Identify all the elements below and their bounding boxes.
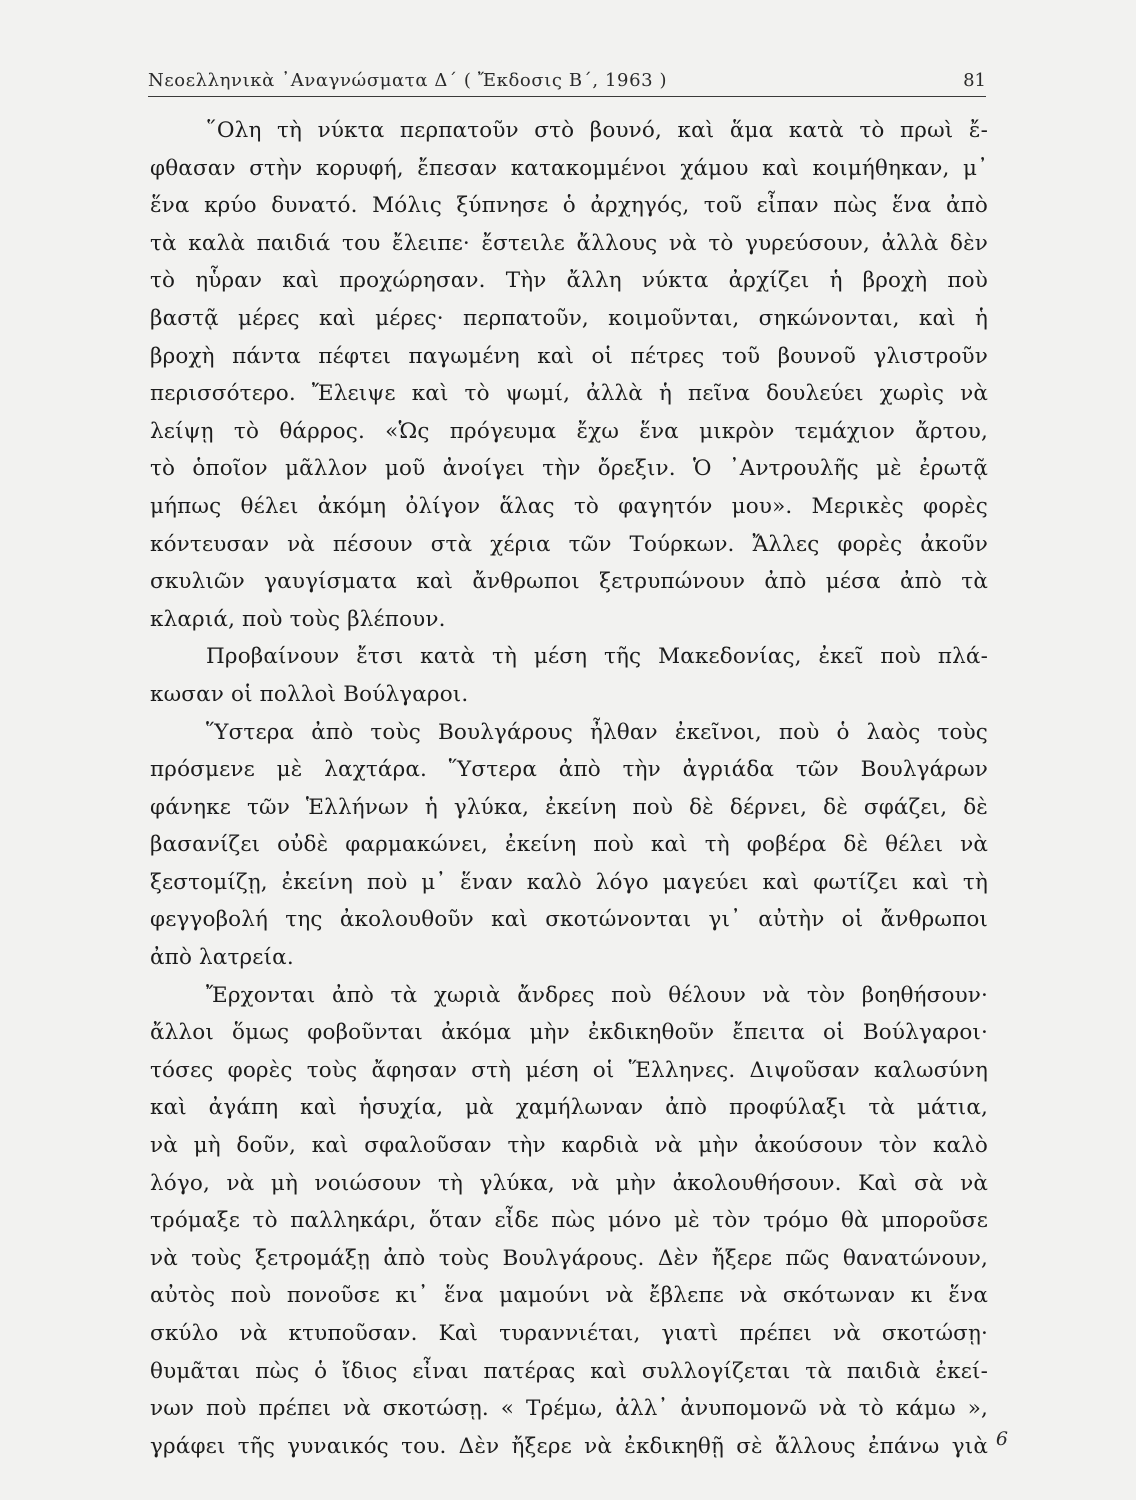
text-line: λόγο, νὰ μὴ νοιώσουν τὴ γλύκα, νὰ μὴν ἀκολουθήσουν. Καὶ σὰ νὰ [150, 1170, 988, 1196]
text-line: κωσαν οἱ πολλοὶ Βούλγαροι. [150, 681, 469, 707]
running-title: Νεοελληνικὰ ᾿Αναγνώσματα Δ΄ ( Ἔκδοσις Β΄, 1963 ) [148, 70, 668, 91]
text-line: πρόσμενε μὲ λαχτάρα. Ὕστερα ἀπὸ τὴν ἀγριάδα τῶν Βουλγάρων [150, 757, 988, 783]
text-line: τόσες φορὲς τοὺς ἄφησαν στὴ μέση οἱ Ἕλληνες. Διψοῦσαν καλωσύνη [150, 1057, 988, 1083]
text-line: σκυλιῶν γαυγίσματα καὶ ἄνθρωποι ξετρυπώνουν ἀπὸ μέσα ἀπὸ τὰ [150, 569, 988, 595]
body-text [150, 112, 988, 1465]
text-line: φθασαν στὴν κορυφή, ἔπεσαν κατακομμένοι χάμου καὶ κοιμήθηκαν, μ᾿ [150, 155, 988, 181]
text-line: φεγγοβολή της ἀκολουθοῦν καὶ σκοτώνονται γι᾿ αὐτὴν οἱ ἄνθρωποι [150, 907, 988, 933]
text-line: ξεστομίζῃ, ἐκείνη ποὺ μ᾿ ἕναν καλὸ λόγο μαγεύει καὶ φωτίζει καὶ τὴ [150, 869, 988, 895]
text-line: κλαριά, ποὺ τοὺς βλέπουν. [150, 606, 446, 632]
text-line: λείψῃ τὸ θάρρος. «Ὡς πρόγευμα ἔχω ἕνα μικρὸν τεμάχιον ἄρτου, [150, 418, 988, 444]
text-line: Ἔρχονται ἀπὸ τὰ χωριὰ ἄνδρες ποὺ θέλουν νὰ τὸν βοηθήσουν· [206, 982, 988, 1008]
text-line: ῞Ολη τὴ νύκτα περπατοῦν στὸ βουνό, καὶ ἅμα κατὰ τὸ πρωὶ ἔ- [206, 118, 988, 143]
signature-mark: 6 [995, 1428, 1008, 1450]
text-line: αὐτὸς ποὺ πονοῦσε κι᾿ ἕνα μαμούνι νὰ ἔβλεπε νὰ σκότωναν κι ἕνα [150, 1283, 988, 1309]
text-line: νὰ τοὺς ξετρομάξῃ ἀπὸ τοὺς Βουλγάρους. Δὲν ἤξερε πῶς θανατώνουν, [150, 1245, 988, 1271]
text-line: θυμᾶται πὼς ὁ ἴδιος εἶναι πατέρας καὶ συλλογίζεται τὰ παιδιὰ ἐκεί- [150, 1358, 988, 1384]
text-line: βροχὴ πάντα πέφτει παγωμένη καὶ οἱ πέτρες τοῦ βουνοῦ γλιστροῦν [150, 343, 988, 369]
text-line: Ὕστερα ἀπὸ τοὺς Βουλγάρους ἦλθαν ἐκεῖνοι, ποὺ ὁ λαὸς τοὺς [206, 719, 988, 745]
running-header [148, 70, 986, 100]
text-line: νων ποὺ πρέπει νὰ σκοτώσῃ. « Τρέμω, ἀλλ᾿ ἀνυπομονῶ νὰ τὸ κάμω », [150, 1396, 988, 1422]
text-line: μήπως θέλει ἀκόμη ὀλίγον ἅλας τὸ φαγητόν μου». Μερικὲς φορὲς [150, 493, 988, 519]
text-line: Προβαίνουν ἔτσι κατὰ τὴ μέση τῆς Μακεδονίας, ἐκεῖ ποὺ πλά- [206, 644, 988, 670]
text-line: ἀπὸ λατρεία. [150, 945, 294, 971]
text-line: τὸ ηὗραν καὶ προχώρησαν. Τὴν ἄλλη νύκτα ἀρχίζει ἡ βροχὴ ποὺ [150, 268, 988, 294]
text-line: τρόμαξε τὸ παλληκάρι, ὅταν εἶδε πὼς μόνο μὲ τὸν τρόμο θὰ μποροῦσε [150, 1208, 988, 1234]
text-line: σκύλο νὰ κτυποῦσαν. Καὶ τυραννιέται, γιατὶ πρέπει νὰ σκοτώσῃ· [150, 1321, 988, 1346]
page-number: 81 [963, 70, 986, 91]
text-line: βαστᾷ μέρες καὶ μέρες· περπατοῦν, κοιμοῦνται, σηκώνονται, καὶ ἡ [150, 305, 988, 331]
text-line: τὰ καλὰ παιδιά του ἔλειπε· ἔστειλε ἄλλους νὰ τὸ γυρεύσουν, ἀλλὰ δὲν [150, 230, 988, 256]
text-line: βασανίζει οὐδὲ φαρμακώνει, ἐκείνη ποὺ καὶ τὴ φοβέρα δὲ θέλει νὰ [150, 832, 988, 858]
text-line: γράφει τῆς γυναικός του. Δὲν ἤξερε νὰ ἐκδικηθῇ σὲ ἄλλους ἐπάνω γιὰ [150, 1433, 988, 1459]
text-line: καὶ ἀγάπη καὶ ἡσυχία, μὰ χαμήλωναν ἀπὸ προφύλαξι τὰ μάτια, [150, 1095, 988, 1121]
text-line: νὰ μὴ δοῦν, καὶ σφαλοῦσαν τὴν καρδιὰ νὰ μὴν ἀκούσουν τὸν καλὸ [150, 1133, 988, 1159]
text-line: περισσότερο. Ἔλειψε καὶ τὸ ψωμί, ἀλλὰ ἡ πεῖνα δουλεύει χωρὶς νὰ [150, 381, 988, 407]
text-line: τὸ ὁποῖον μᾶλλον μοῦ ἀνοίγει τὴν ὄρεξιν. Ὁ ᾿Αντρουλῆς μὲ ἐρωτᾷ [150, 456, 988, 482]
text-line: κόντευσαν νὰ πέσουν στὰ χέρια τῶν Τούρκων. Ἄλλες φορὲς ἀκοῦν [150, 531, 988, 557]
text-line: φάνηκε τῶν Ἑλλήνων ἡ γλύκα, ἐκείνη ποὺ δὲ δέρνει, δὲ σφάζει, δὲ [150, 794, 988, 820]
header-rule [148, 96, 986, 97]
text-line: ἄλλοι ὅμως φοβοῦνται ἀκόμα μὴν ἐκδικηθοῦν ἔπειτα οἱ Βούλγαροι· [150, 1020, 988, 1046]
text-line: ἕνα κρύο δυνατό. Μόλις ξύπνησε ὁ ἀρχηγός, τοῦ εἶπαν πὼς ἕνα ἀπὸ [150, 193, 988, 219]
